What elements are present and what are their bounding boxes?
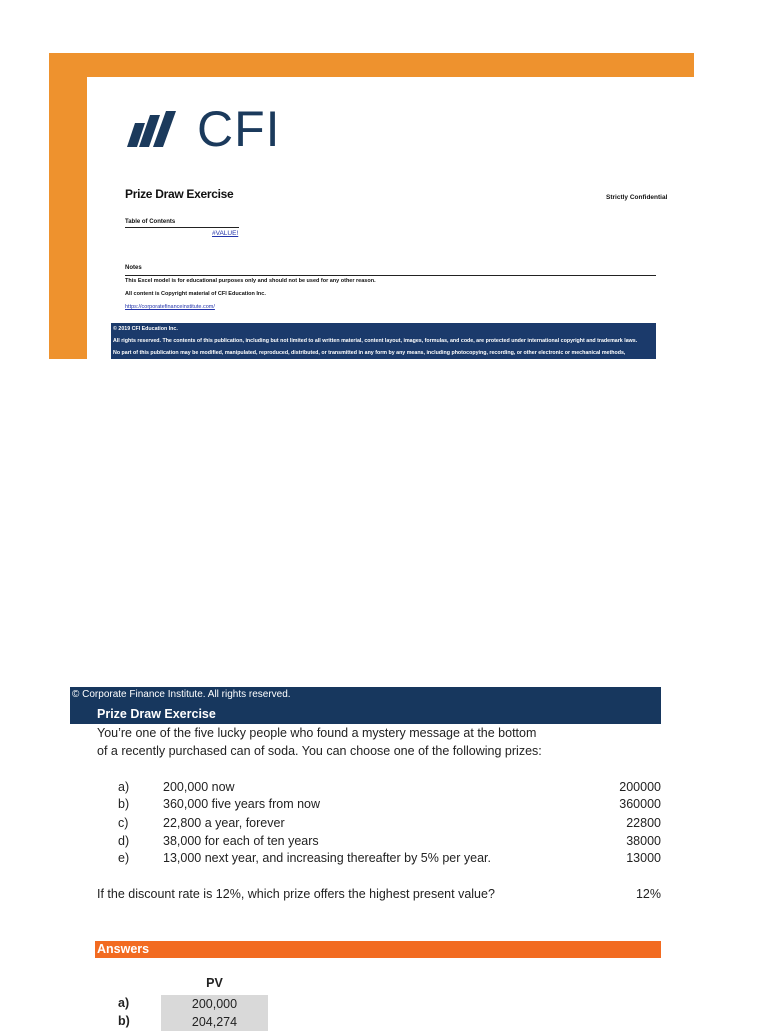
pv-cell[interactable]: 200,000 <box>161 995 268 1013</box>
confidential-label: Strictly Confidential <box>606 194 668 201</box>
notes-label: Notes <box>125 265 142 271</box>
pv-column-header: PV <box>206 976 223 990</box>
answer-letter: a) <box>118 996 130 1010</box>
discount-question: If the discount rate is 12%, which prize offers the highest present value? <box>97 887 495 901</box>
notes-line-1: This Excel model is for educational purposes only and should not be used for any other reason. <box>125 278 376 284</box>
prize-letter: e) <box>118 851 130 865</box>
toc-label: Table of Contents <box>125 219 176 225</box>
prize-row <box>97 816 661 834</box>
prize-description: 360,000 five years from now <box>163 797 321 811</box>
toc-link[interactable]: #VALUE! <box>212 230 239 237</box>
prize-value[interactable]: 22800 <box>626 816 661 830</box>
cfi-logo <box>127 101 281 157</box>
answers-label: Answers <box>97 942 150 956</box>
prize-letter: d) <box>118 834 130 848</box>
prize-description: 13,000 next year, and increasing thereafter by 5% per year. <box>163 851 491 865</box>
answer-row <box>118 1013 268 1031</box>
cfi-logo-text: CFI <box>197 101 281 157</box>
notes-divider <box>125 275 656 276</box>
copyright-line-2: All rights reserved. The contents of this publication, including but not limited to all written material, content layout, images, formulas, and code, are protected under international copyright and trademark laws. <box>113 338 638 344</box>
orange-frame-left <box>49 53 87 359</box>
prize-value[interactable]: 200000 <box>619 780 661 794</box>
exercise-header <box>70 687 661 724</box>
prize-value[interactable]: 13000 <box>626 851 661 865</box>
prize-letter: c) <box>118 816 129 830</box>
copyright-box <box>111 323 656 359</box>
copyright-line-3: No part of this publication may be modified, manipulated, reproduced, distributed, or transmitted in any form by any means, including photocopying, recording, or other electronic or mechanical methods, <box>113 350 626 356</box>
prize-row <box>97 797 661 815</box>
prize-description: 200,000 now <box>163 780 235 794</box>
discount-rate-cell[interactable]: 12% <box>635 887 661 901</box>
answer-row <box>118 995 268 1013</box>
answer-letter: b) <box>118 1014 130 1028</box>
intro-line-2: of a recently purchased can of soda. You can choose one of the following prizes: <box>97 744 542 758</box>
intro-line-1: You’re one of the five lucky people who found a mystery message at the bottom <box>97 726 537 740</box>
cover-title: Prize Draw Exercise <box>125 187 234 201</box>
prize-letter: a) <box>118 780 130 794</box>
prize-value[interactable]: 360000 <box>619 797 661 811</box>
toc-divider <box>125 227 239 228</box>
exercise-title: Prize Draw Exercise <box>97 707 216 721</box>
exercise-copyright: © Corporate Finance Institute. All rights reserved. <box>72 689 291 700</box>
cfi-logo-mark-icon <box>127 109 189 149</box>
notes-line-2: All content is Copyright material of CFI Education Inc. <box>125 291 266 297</box>
prize-letter: b) <box>118 797 130 811</box>
prize-value[interactable]: 38000 <box>626 834 661 848</box>
copyright-line-1: © 2019 CFI Education Inc. <box>113 326 178 332</box>
pv-cell[interactable]: 204,274 <box>161 1013 268 1031</box>
prize-row <box>97 780 661 798</box>
cfi-website-link[interactable]: https://corporatefinanceinstitute.com/ <box>125 304 215 310</box>
answers-header <box>95 941 661 958</box>
prize-row <box>97 851 661 869</box>
prize-row <box>97 834 661 852</box>
prize-description: 38,000 for each of ten years <box>163 834 319 848</box>
prize-description: 22,800 a year, forever <box>163 816 285 830</box>
orange-frame-top <box>49 53 694 77</box>
